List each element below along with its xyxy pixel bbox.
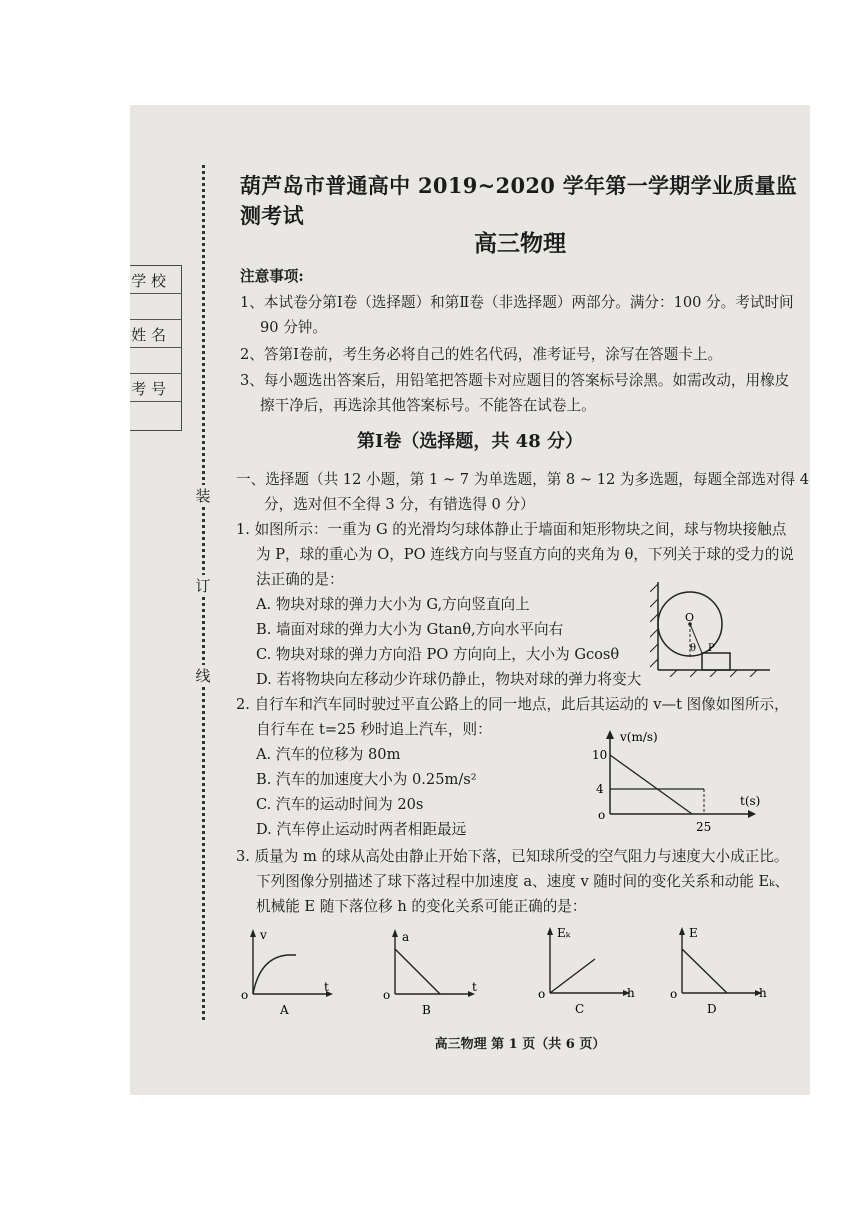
exam-paper: [130, 105, 810, 1095]
q3-b-label: B: [422, 1003, 431, 1017]
q3-graph-a: [238, 925, 338, 1020]
q2-ylabel: v(m/s): [620, 730, 658, 744]
q3-a-origin: o: [241, 988, 249, 1002]
notice-item-1-cont: 90 分钟。: [260, 319, 327, 336]
q2-ytick-4: 4: [596, 782, 604, 796]
q2-ytick-10: 10: [592, 748, 608, 762]
q1-option-a: A. 物块对球的弹力大小为 G,方向竖直向上: [256, 596, 530, 613]
q3-d-origin: o: [670, 987, 678, 1001]
name-field: 姓 名: [130, 320, 182, 348]
binding-char-xian: 线: [192, 665, 214, 686]
q3-c-origin: o: [538, 987, 546, 1001]
q2-xtick-25: 25: [696, 820, 712, 834]
q2-option-a: A. 汽车的位移为 80m: [256, 746, 401, 763]
name-blank: [130, 348, 182, 374]
section-title: 第Ⅰ卷（选择题，共 48 分）: [356, 431, 583, 452]
q3-a-label: A: [280, 1003, 289, 1017]
q1-label-o: O: [685, 611, 695, 624]
q1-option-b: B. 墙面对球的弹力大小为 Gtanθ,方向水平向右: [256, 621, 564, 638]
q2-stem-1: 2. 自行车和汽车同时驶过平直公路上的同一地点，此后其运动的 v—t 图像如图所示，: [236, 696, 789, 713]
section-intro: 一、选择题（共 12 小题，第 1 ~ 7 为单选题，第 8 ~ 12 为多选题，每题全部选对得 4: [236, 471, 809, 488]
q3-graph-d: [667, 923, 772, 1018]
q1-label-theta: θ: [690, 643, 697, 654]
q3-stem-3: 机械能 E 随下落位移 h 的变化关系可能正确的是：: [256, 898, 587, 915]
page-footer: 高三物理 第 1 页（共 6 页）: [434, 1037, 606, 1052]
q1-stem-2: 为 P，球的重心为 O，PO 连线方向与竖直方向的夹角为 θ，下列关于球的受力的说: [256, 546, 794, 563]
q3-d-label: D: [707, 1002, 717, 1016]
q2-option-b: B. 汽车的加速度大小为 0.25m/s²: [256, 771, 477, 788]
q2-vt-graph: [580, 727, 770, 837]
q3-d-xlabel: h: [759, 986, 767, 1000]
q3-stem-1: 3. 质量为 m 的球从高处由静止开始下落，已知球所受的空气阻力与速度大小成正比。: [236, 848, 789, 865]
q3-graph-b: [380, 925, 480, 1020]
student-info-box: [130, 265, 182, 431]
q2-option-c: C. 汽车的运动时间为 20s: [256, 796, 424, 813]
notice-item-3: 3、每小题选出答案后，用铅笔把答题卡对应题目的答案标号涂黑。如需改动，用橡皮: [240, 372, 790, 389]
q2-origin: o: [598, 808, 606, 822]
q3-graph-c: [535, 923, 640, 1018]
notice-item-3-cont: 擦干净后，再选涂其他答案标号。不能答在试卷上。: [260, 397, 596, 414]
school-field: 学 校: [130, 266, 182, 294]
q3-b-xlabel: t: [472, 980, 477, 994]
q1-option-c: C. 物块对球的弹力方向沿 PO 方向向上，大小为 Gcosθ: [256, 646, 620, 663]
q3-b-ylabel: a: [402, 930, 410, 944]
notice-item-1: 1、本试卷分第Ⅰ卷（选择题）和第Ⅱ卷（非选择题）两部分。满分：100 分。考试时间: [240, 294, 794, 311]
school-blank: [130, 294, 182, 320]
binding-char-ding: 订: [192, 575, 214, 596]
binding-char-zhuang: 装: [192, 485, 214, 506]
q3-a-ylabel: v: [260, 928, 267, 942]
exam-subject: 高三物理: [474, 230, 566, 257]
exam-title: 葫芦岛市普通高中 2019~2020 学年第一学期学业质量监测考试: [240, 173, 798, 228]
q3-c-xlabel: h: [627, 986, 635, 1000]
q2-stem-2: 自行车在 t=25 秒时追上汽车，则：: [256, 721, 492, 738]
id-blank: [130, 402, 182, 428]
q3-stem-2: 下列图像分别描述了球下落过程中加速度 a、速度 v 随时间的变化关系和动能 Eₖ、: [256, 873, 790, 890]
notice-heading: 注意事项:: [240, 268, 304, 285]
q3-a-xlabel: t: [324, 980, 329, 994]
q1-figure: [650, 577, 775, 677]
notice-item-2: 2、答第Ⅰ卷前，考生务必将自己的姓名代码，准考证号，涂写在答题卡上。: [240, 346, 723, 363]
q3-b-origin: o: [383, 988, 391, 1002]
q2-option-d: D. 汽车停止运动时两者相距最远: [256, 821, 467, 838]
q3-c-label: C: [575, 1002, 585, 1016]
q3-c-ylabel: Eₖ: [557, 926, 571, 940]
q1-stem-1: 1. 如图所示：一重为 G 的光滑均匀球体静止于墙面和矩形物块之间，球与物块接触点: [236, 521, 787, 538]
section-intro-cont: 分，选对但不全得 3 分，有错选得 0 分）: [264, 496, 535, 513]
q1-stem-3: 法正确的是：: [256, 571, 344, 588]
q2-xlabel: t(s): [740, 794, 761, 808]
q1-option-d: D. 若将物块向左移动少许球仍静止，物块对球的弹力将变大: [256, 671, 642, 688]
q1-label-p: P: [708, 643, 715, 654]
id-field: 考 号: [130, 374, 182, 402]
q3-d-ylabel: E: [689, 926, 698, 940]
